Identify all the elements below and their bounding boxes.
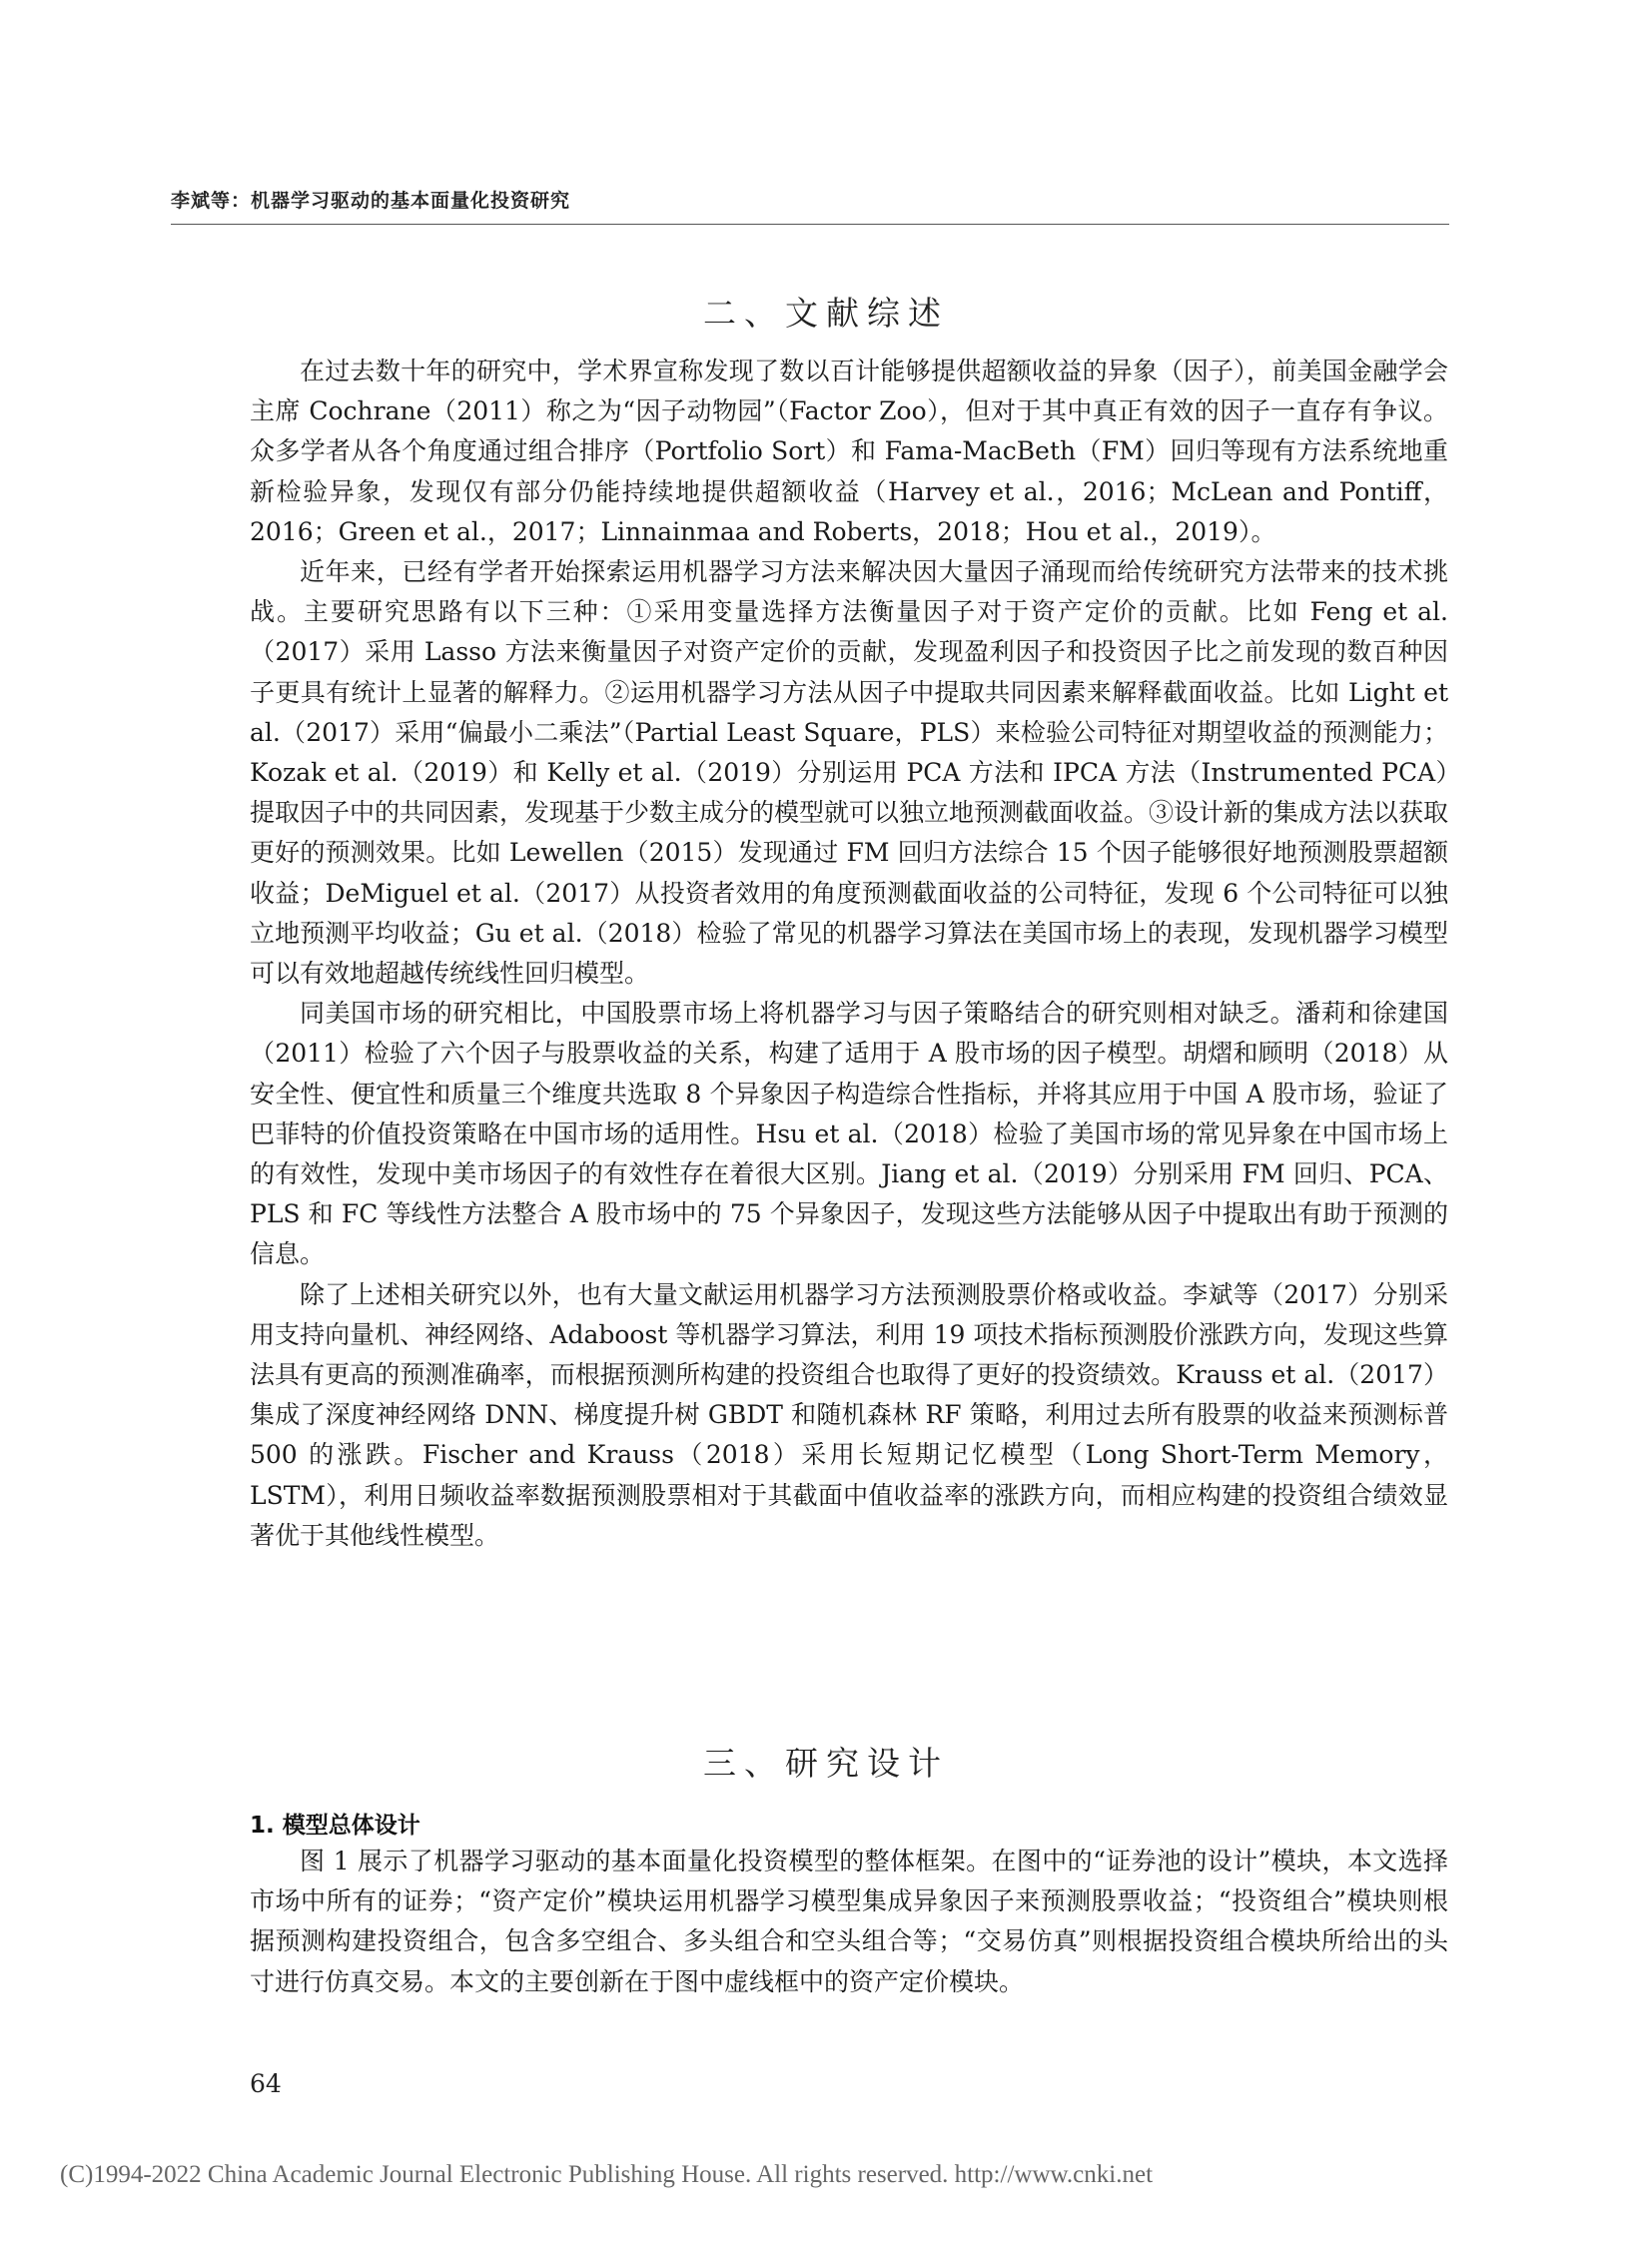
paragraph: 在过去数十年的研究中，学术界宣称发现了数以百计能够提供超额收益的异象（因子），前美国金融学会主席 Cochrane（2011）称之为“因子动物园”（Factor Zoo），但对于其中真正有效的因子一直存有争议。众多学者从各个角度通过组合排序（Portfolio Sort）和 Fama-MacBeth（FM）回归等现有方法系统地重新检验异象，发现仅有部分仍能持续地提供超额收益（Harvey et al.，2016；McLean and Pontiff，2016；Green et al.，2017；Linnainmaa and Roberts，2018；Hou et al.，2019）。 [250, 357, 1448, 546]
header-rule [171, 224, 1449, 225]
section-3-body [250, 1842, 1448, 2002]
copyright-footer: (C)1994-2022 China Academic Journal Electronic Publishing House. All rights reserved. http://www.cnki.net [60, 2161, 1154, 2188]
subsection-heading: 1. 模型总体设计 [250, 1813, 420, 1839]
paragraph: 图 1 展示了机器学习驱动的基本面量化投资模型的整体框架。在图中的“证券池的设计”模块，本文选择市场中所有的证券；“资产定价”模块运用机器学习模型集成异象因子来预测股票收益；“投资组合”模块则根据预测构建投资组合，包含多空组合、多头组合和空头组合等；“交易仿真”则根据投资组合模块所给出的头寸进行仿真交易。本文的主要创新在于图中虚线框中的资产定价模块。 [250, 1847, 1448, 1996]
paragraph: 近年来，已经有学者开始探索运用机器学习方法来解决因大量因子涌现而给传统研究方法带来的技术挑战。主要研究思路有以下三种：①采用变量选择方法衡量因子对于资产定价的贡献。比如 Feng et al.（2017）采用 Lasso 方法来衡量因子对资产定价的贡献，发现盈利因子和投资因子比之前发现的数百种因子更具有统计上显著的解释力。②运用机器学习方法从因子中提取共同因素来解释截面收益。比如 Light et al.（2017）采用“偏最小二乘法”（Partial Least Square，PLS）来检验公司特征对期望收益的预测能力；Kozak et al.（2019）和 Kelly et al.（2019）分别运用 PCA 方法和 IPCA 方法（Instrumented PCA）提取因子中的共同因素，发现基于少数主成分的模型就可以独立地预测截面收益。③设计新的集成方法以获取更好的预测效果。比如 Lewellen（2015）发现通过 FM 回归方法综合 15 个因子能够很好地预测股票超额收益；DeMiguel et al.（2017）从投资者效用的角度预测截面收益的公司特征，发现 6 个公司特征可以独立地预测平均收益；Gu et al.（2018）检验了常见的机器学习算法在美国市场上的表现，发现机器学习模型可以有效地超越传统线性回归模型。 [250, 557, 1449, 989]
paragraph: 除了上述相关研究以外，也有大量文献运用机器学习方法预测股票价格或收益。李斌等（2017）分别采用支持向量机、神经网络、Adaboost 等机器学习算法，利用 19 项技术指标预测股价涨跌方向，发现这些算法具有更高的预测准确率，而根据预测所构建的投资组合也取得了更好的投资绩效。Krauss et al.（2017）集成了深度神经网络 DNN、梯度提升树 GBDT 和随机森林 RF 策略，利用过去所有股票的收益来预测标普 500 的涨跌。Fischer and Krauss（2018）采用长短期记忆模型（Long Short-Term Memory，LSTM），利用日频收益率数据预测股票相对于其截面中值收益率的涨跌方向，而相应构建的投资组合绩效显著优于其他线性模型。 [250, 1279, 1448, 1550]
section-3-title: 三、研究设计 [703, 1744, 949, 1783]
paragraph: 同美国市场的研究相比，中国股票市场上将机器学习与因子策略结合的研究则相对缺乏。潘莉和徐建国（2011）检验了六个因子与股票收益的关系，构建了适用于 A 股市场的因子模型。胡熠和顾明（2018）从安全性、便宜性和质量三个维度共选取 8 个异象因子构造综合性指标，并将其应用于中国 A 股市场，验证了巴菲特的价值投资策略在中国市场的适用性。Hsu et al.（2018）检验了美国市场的常见异象在中国市场上的有效性，发现中美市场因子的有效性存在着很大区别。Jiang et al.（2019）分别采用 FM 回归、PCA、PLS 和 FC 等线性方法整合 A 股市场中的 75 个异象因子，发现这些方法能够从因子中提取出有助于预测的信息。 [250, 999, 1448, 1269]
running-head: 李斌等：机器学习驱动的基本面量化投资研究 [171, 190, 571, 212]
section-2-title: 二、文献综述 [703, 294, 949, 333]
section-2-body [250, 352, 1448, 1556]
page-number: 64 [250, 2069, 282, 2098]
